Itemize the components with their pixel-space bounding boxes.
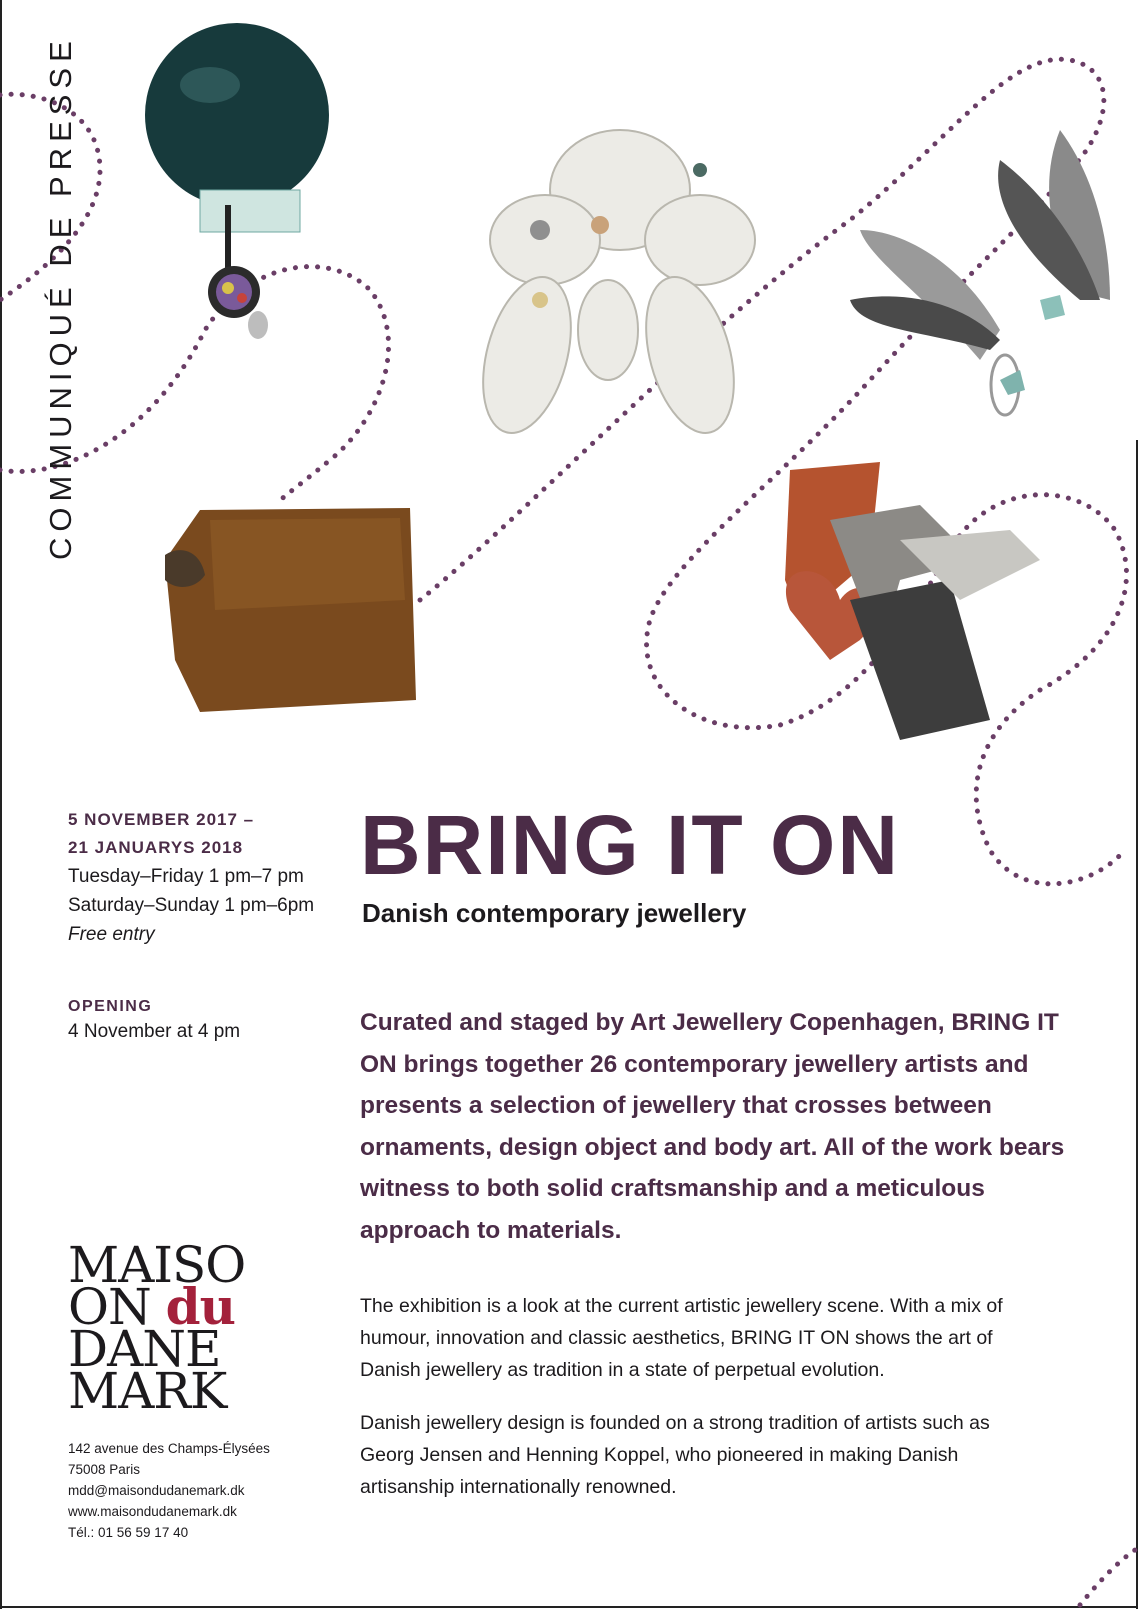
maison-du-danemark-logo xyxy=(68,1236,246,1420)
logo-line-2-prefix: ON xyxy=(68,1278,166,1336)
address-city: 75008 Paris xyxy=(68,1462,141,1477)
contact-address xyxy=(68,1438,270,1543)
rusted-metal-square-image xyxy=(165,508,416,712)
date-end: 21 JANUARYS 2018 xyxy=(68,838,244,857)
entry-info: Free entry xyxy=(68,924,155,945)
logo-line-4: MARK xyxy=(68,1362,227,1420)
hours-weekend: Saturday–Sunday 1 pm–6pm xyxy=(68,895,315,916)
exhibition-subtitle: Danish contemporary jewellery xyxy=(362,898,747,928)
logo-line-1: MAISO xyxy=(68,1236,246,1294)
logo-line-3: DANE xyxy=(68,1320,221,1378)
silver-filigree-brooch-image xyxy=(468,130,755,443)
exhibition-info xyxy=(68,806,338,1045)
opening-heading: OPENING xyxy=(68,998,153,1015)
contact-website: www.maisondudanemark.dk xyxy=(68,1504,237,1519)
contact-email: mdd@maisondudanemark.dk xyxy=(68,1483,245,1498)
lead-paragraph: Curated and staged by Art Jewellery Copenhagen, BRING IT ON brings together 26 contemporary jewellery artists and presents a selection of jewellery that crosses between ornaments, design object and body art. All of the work bears witness to both solid craftsmanship and a meticulous approach to materials. xyxy=(360,1009,1065,1244)
logo-du: du xyxy=(165,1277,235,1336)
date-start: 5 NOVEMBER 2017 – xyxy=(68,810,255,829)
body-paragraph-2: Danish jewellery design is founded on a strong tradition of artists such as Georg Jensen and Henning Koppel, who pioneered in making Danish artisanship internationally renowned. xyxy=(360,1412,990,1498)
sphere-brooch-image xyxy=(145,23,329,339)
exhibition-title: BRING IT ON xyxy=(360,798,900,892)
opening-value: 4 November at 4 pm xyxy=(68,1021,241,1042)
feather-earring-image xyxy=(850,130,1110,415)
hours-weekday: Tuesday–Friday 1 pm–7 pm xyxy=(68,866,304,887)
contact-phone: Tél.: 01 56 59 17 40 xyxy=(68,1525,189,1540)
exhibition-dates xyxy=(68,806,338,862)
body-paragraph-1: The exhibition is a look at the current artistic jewellery scene. With a mix of humour, innovation and classic aesthetics, BRING IT ON shows the art of Danish jewellery as tradition in a state of perpetual evolution. xyxy=(360,1295,1003,1381)
address-street: 142 avenue des Champs-Élysées xyxy=(68,1441,270,1456)
press-release-vertical-label: COMMUNIQUÉ DE PRESSE xyxy=(43,35,78,560)
